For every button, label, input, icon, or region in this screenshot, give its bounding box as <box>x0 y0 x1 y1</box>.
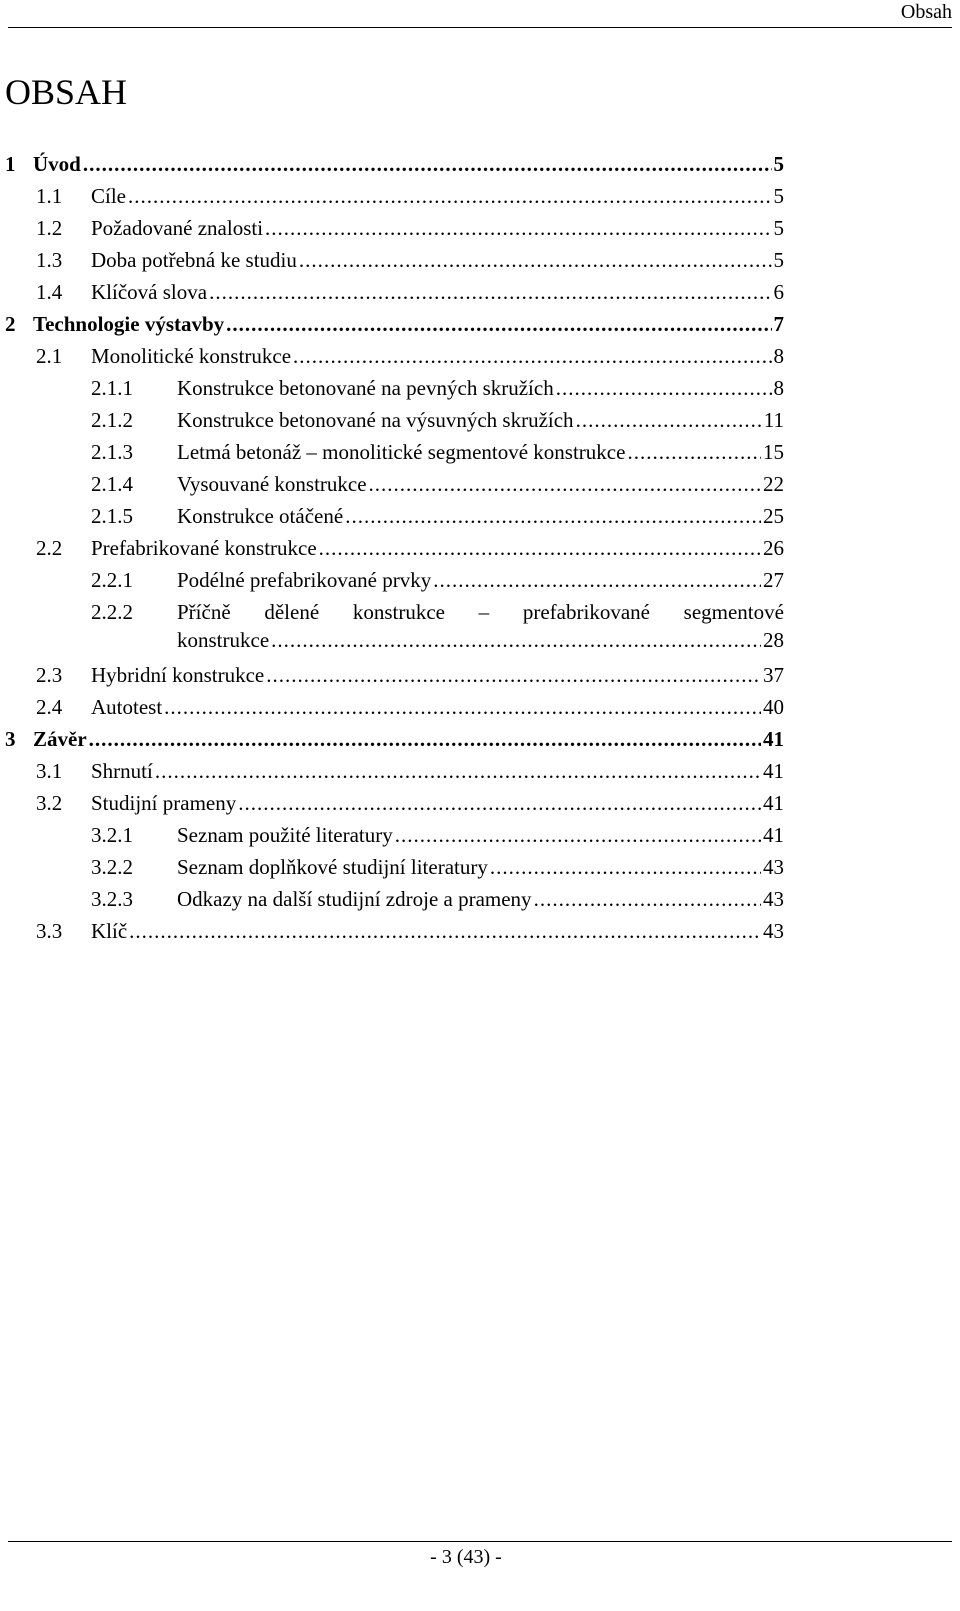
toc-entry-title: Odkazy na další studijní zdroje a prameny <box>177 887 532 911</box>
toc-entry-page: 26 <box>763 536 784 560</box>
toc-entry-number: 2.2 <box>36 536 63 560</box>
toc-entry-number: 3.3 <box>36 919 63 943</box>
toc-entry-title: Požadované znalosti <box>91 216 264 240</box>
toc-leader-dots <box>299 247 772 273</box>
toc-entry[interactable] <box>0 599 960 655</box>
toc-entry-page: 5 <box>773 216 784 240</box>
toc-entry-number: 2.1.5 <box>91 504 133 528</box>
toc-entry-page: 6 <box>773 280 784 304</box>
toc-entry-title-word: dělené <box>264 600 320 624</box>
toc-leader-dots <box>271 627 761 653</box>
toc-leader-dots <box>129 918 761 944</box>
toc-leader-dots <box>395 822 761 848</box>
toc-leader-dots <box>89 726 761 752</box>
toc-entry-page: 41 <box>763 791 784 815</box>
toc-entry-title: Autotest <box>91 695 163 719</box>
toc-entry-title: Studijní prameny <box>91 791 237 815</box>
toc-leader-dots <box>293 343 771 369</box>
toc-leader-dots <box>265 215 771 241</box>
toc-entry-number: 3.1 <box>36 759 63 783</box>
toc-entry-title: Konstrukce betonované na pevných skružích <box>177 376 554 400</box>
toc-entry-page: 8 <box>773 376 784 400</box>
toc-entry-page: 27 <box>763 568 784 592</box>
toc-entry-page: 15 <box>763 440 784 464</box>
page-number: - 3 (43) - <box>430 1546 502 1568</box>
toc-entry-title: Seznam použité literatury <box>177 823 393 847</box>
toc-entry-number: 1.1 <box>36 184 63 208</box>
toc-entry-page: 8 <box>773 344 784 368</box>
toc-entry-title: Podélné prefabrikované prvky <box>177 568 432 592</box>
toc-leader-dots <box>433 567 761 593</box>
toc-leader-dots <box>627 439 761 465</box>
toc-entry-number: 2.1 <box>36 344 63 368</box>
toc-leader-dots <box>238 790 761 816</box>
toc-entry-page: 5 <box>773 152 784 176</box>
toc-leader-dots <box>556 375 772 401</box>
toc-entry-number: 1.2 <box>36 216 63 240</box>
toc-entry-title: Konstrukce otáčené <box>177 504 344 528</box>
toc-entry-title: Úvod <box>33 152 81 176</box>
toc-entry-title-word: konstrukce <box>352 600 445 624</box>
toc-entry-page: 41 <box>763 823 784 847</box>
toc-entry-title: Klíčová slova <box>91 280 208 304</box>
page-title: OBSAH <box>5 72 128 112</box>
toc-entry-title-word: Příčně <box>177 600 231 624</box>
toc-leader-dots <box>319 535 761 561</box>
toc-entry-number: 2.2.1 <box>91 568 133 592</box>
toc-entry-number: 3.2.2 <box>91 855 133 879</box>
toc-entry-page: 22 <box>763 472 784 496</box>
toc-leader-dots <box>576 407 762 433</box>
toc-entry-title-word: prefabrikované <box>522 600 650 624</box>
toc-entry-number: 1.4 <box>36 280 63 304</box>
toc-entry-page: 5 <box>773 184 784 208</box>
toc-entry-number: 2.4 <box>36 695 63 719</box>
toc-entry-title: Závěr <box>33 727 87 751</box>
toc-entry-title: Monolitické konstrukce <box>91 344 292 368</box>
toc-leader-dots <box>128 183 772 209</box>
toc-entry-page: 11 <box>763 408 784 432</box>
toc-entry-title <box>177 599 784 625</box>
toc-entry-page: 43 <box>763 919 784 943</box>
toc-entry-title: Hybridní konstrukce <box>91 663 265 687</box>
toc-leader-dots <box>155 758 761 784</box>
toc-entry-title: Technologie výstavby <box>33 312 225 336</box>
toc-entry-title: Letmá betonáž – monolitické segmentové konstrukce <box>177 440 626 464</box>
toc-entry-number: 2.1.1 <box>91 376 133 400</box>
toc-entry-number: 3.2.3 <box>91 887 133 911</box>
toc-leader-dots <box>490 854 761 880</box>
footer-rule <box>8 1541 952 1542</box>
toc-entry-page: 5 <box>773 248 784 272</box>
toc-leader-dots <box>83 151 772 177</box>
toc-entry-number: 3 <box>5 727 16 751</box>
toc-entry-title: Shrnutí <box>91 759 153 783</box>
toc-leader-dots <box>226 311 771 337</box>
toc-entry-number: 2 <box>5 312 16 336</box>
toc-entry-title-word: segmentové <box>683 600 784 624</box>
toc-entry-number: 1 <box>5 152 16 176</box>
toc-entry-page: 41 <box>763 759 784 783</box>
toc-entry-page: 37 <box>763 663 784 687</box>
toc-leader-dots <box>369 471 761 497</box>
toc-entry-title-continuation: konstrukce <box>177 628 270 652</box>
toc-leader-dots <box>266 662 761 688</box>
toc-entry-title: Prefabrikované konstrukce <box>91 536 317 560</box>
toc-leader-dots <box>345 503 761 529</box>
toc-entry-page: 28 <box>763 628 784 652</box>
header-rule <box>8 27 952 28</box>
toc-entry-page: 25 <box>763 504 784 528</box>
toc-leader-dots <box>164 694 761 720</box>
toc-entry-number: 2.3 <box>36 663 63 687</box>
toc-entry-number: 2.1.3 <box>91 440 133 464</box>
running-header: Obsah <box>900 1 952 23</box>
toc-entry-title-word: – <box>478 600 490 624</box>
toc-entry-title: Doba potřebná ke studiu <box>91 248 297 272</box>
toc-entry-title: Cíle <box>91 184 126 208</box>
toc-entry-page: 41 <box>763 727 784 751</box>
toc-entry-number: 3.2 <box>36 791 63 815</box>
toc-entry-number: 1.3 <box>36 248 63 272</box>
toc-leader-dots <box>534 886 761 912</box>
toc-entry-page: 40 <box>763 695 784 719</box>
toc-leader-dots <box>209 279 771 305</box>
toc-entry-number: 2.1.4 <box>91 472 133 496</box>
toc-entry-title: Vysouvané konstrukce <box>177 472 367 496</box>
toc-entry-title: Klíč <box>91 919 128 943</box>
toc-entry-page: 7 <box>773 312 784 336</box>
toc-entry-page: 43 <box>763 887 784 911</box>
toc-entry-page: 43 <box>763 855 784 879</box>
toc-entry-title: Seznam doplňkové studijní literatury <box>177 855 488 879</box>
toc-entry-number: 3.2.1 <box>91 823 133 847</box>
toc-entry-number: 2.1.2 <box>91 408 133 432</box>
toc-entry-title: Konstrukce betonované na výsuvných skružích <box>177 408 574 432</box>
toc-entry-number: 2.2.2 <box>91 600 133 624</box>
